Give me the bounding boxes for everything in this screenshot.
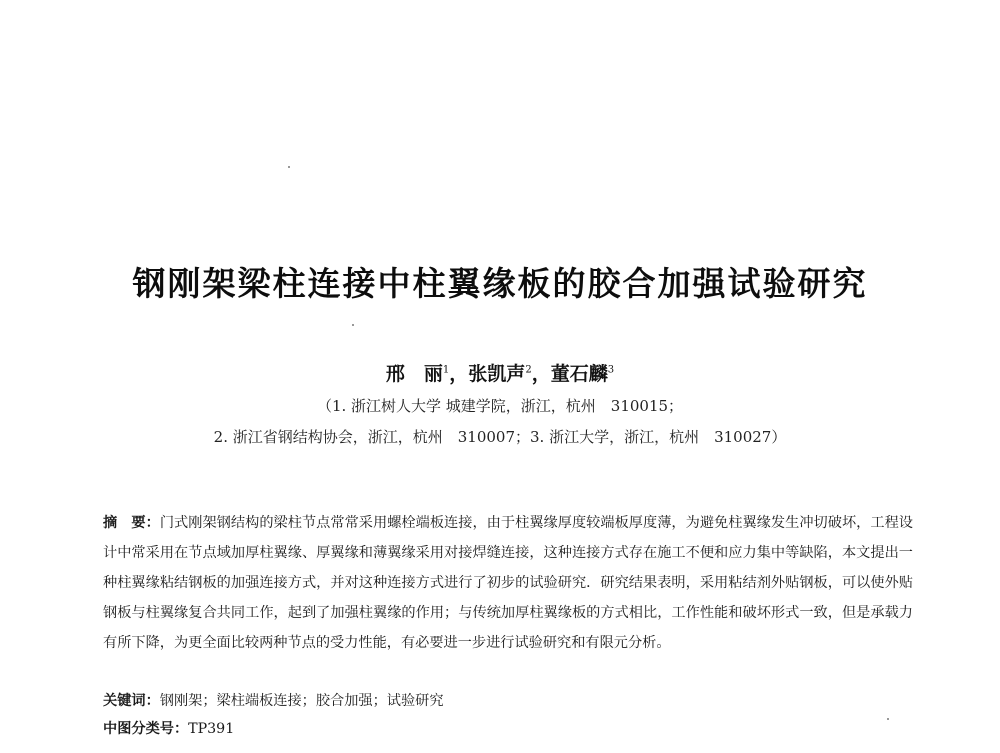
abstract bbox=[103, 508, 913, 658]
classification-number bbox=[103, 718, 913, 738]
paper-title: 钢刚架梁柱连接中柱翼缘板的胶合加强试验研究 bbox=[132, 264, 868, 303]
classification-label: 中图分类号： bbox=[103, 721, 189, 737]
author-affiliation-mark: 2 bbox=[525, 364, 532, 376]
author-separator: ， bbox=[531, 363, 551, 385]
scan-speck bbox=[352, 324, 354, 326]
scan-speck bbox=[887, 718, 889, 720]
author-name: 董石麟 bbox=[550, 363, 608, 385]
keywords bbox=[103, 690, 913, 710]
author-affiliation-mark: 1 bbox=[442, 364, 450, 376]
author-separator: ， bbox=[449, 363, 469, 385]
keywords-text: 钢刚架；梁柱端板连接；胶合加强；试验研究 bbox=[159, 693, 444, 709]
classification-text: TP391 bbox=[188, 721, 235, 737]
author-name: 邢 丽 bbox=[385, 363, 443, 385]
affiliation-line-2: 2. 浙江省钢结构协会，浙江，杭州 310007；3. 浙江大学，浙江，杭州 310027） bbox=[213, 428, 787, 446]
author-list bbox=[0, 359, 1000, 386]
scan-speck bbox=[288, 166, 290, 168]
affiliation-line-1: （1. 浙江树人大学 城建学院，浙江，杭州 310015； bbox=[316, 397, 684, 415]
author-affiliation-mark: 3 bbox=[607, 364, 615, 376]
author-name: 张凯声 bbox=[468, 363, 526, 385]
keywords-label: 关键词： bbox=[103, 693, 160, 709]
abstract-label: 摘 要： bbox=[103, 515, 160, 531]
abstract-text: 门式刚架钢结构的梁柱节点常常采用螺栓端板连接，由于柱翼缘厚度较端板厚度薄，为避免柱翼缘发生冲切破坏，工程设计中常采用在节点域加厚柱翼缘、厚翼缘和薄翼缘采用对接焊缝连接，这种连接方式存在施工不便和应力集中等缺陷，本文提出一种柱翼缘粘结钢板的加强连接方式，并对这种连接方式进行了初步的试验研究．研究结果表明，采用粘结剂外贴钢板，可以使外贴钢板与柱翼缘复合共同工作，起到了加强柱翼缘的作用；与传统加厚柱翼缘板的方式相比，工作性能和破坏形式一致，但是承载力有所下降，为更全面比较两种节点的受力性能，有必要进一步进行试验研究和有限元分析。 bbox=[103, 515, 913, 651]
